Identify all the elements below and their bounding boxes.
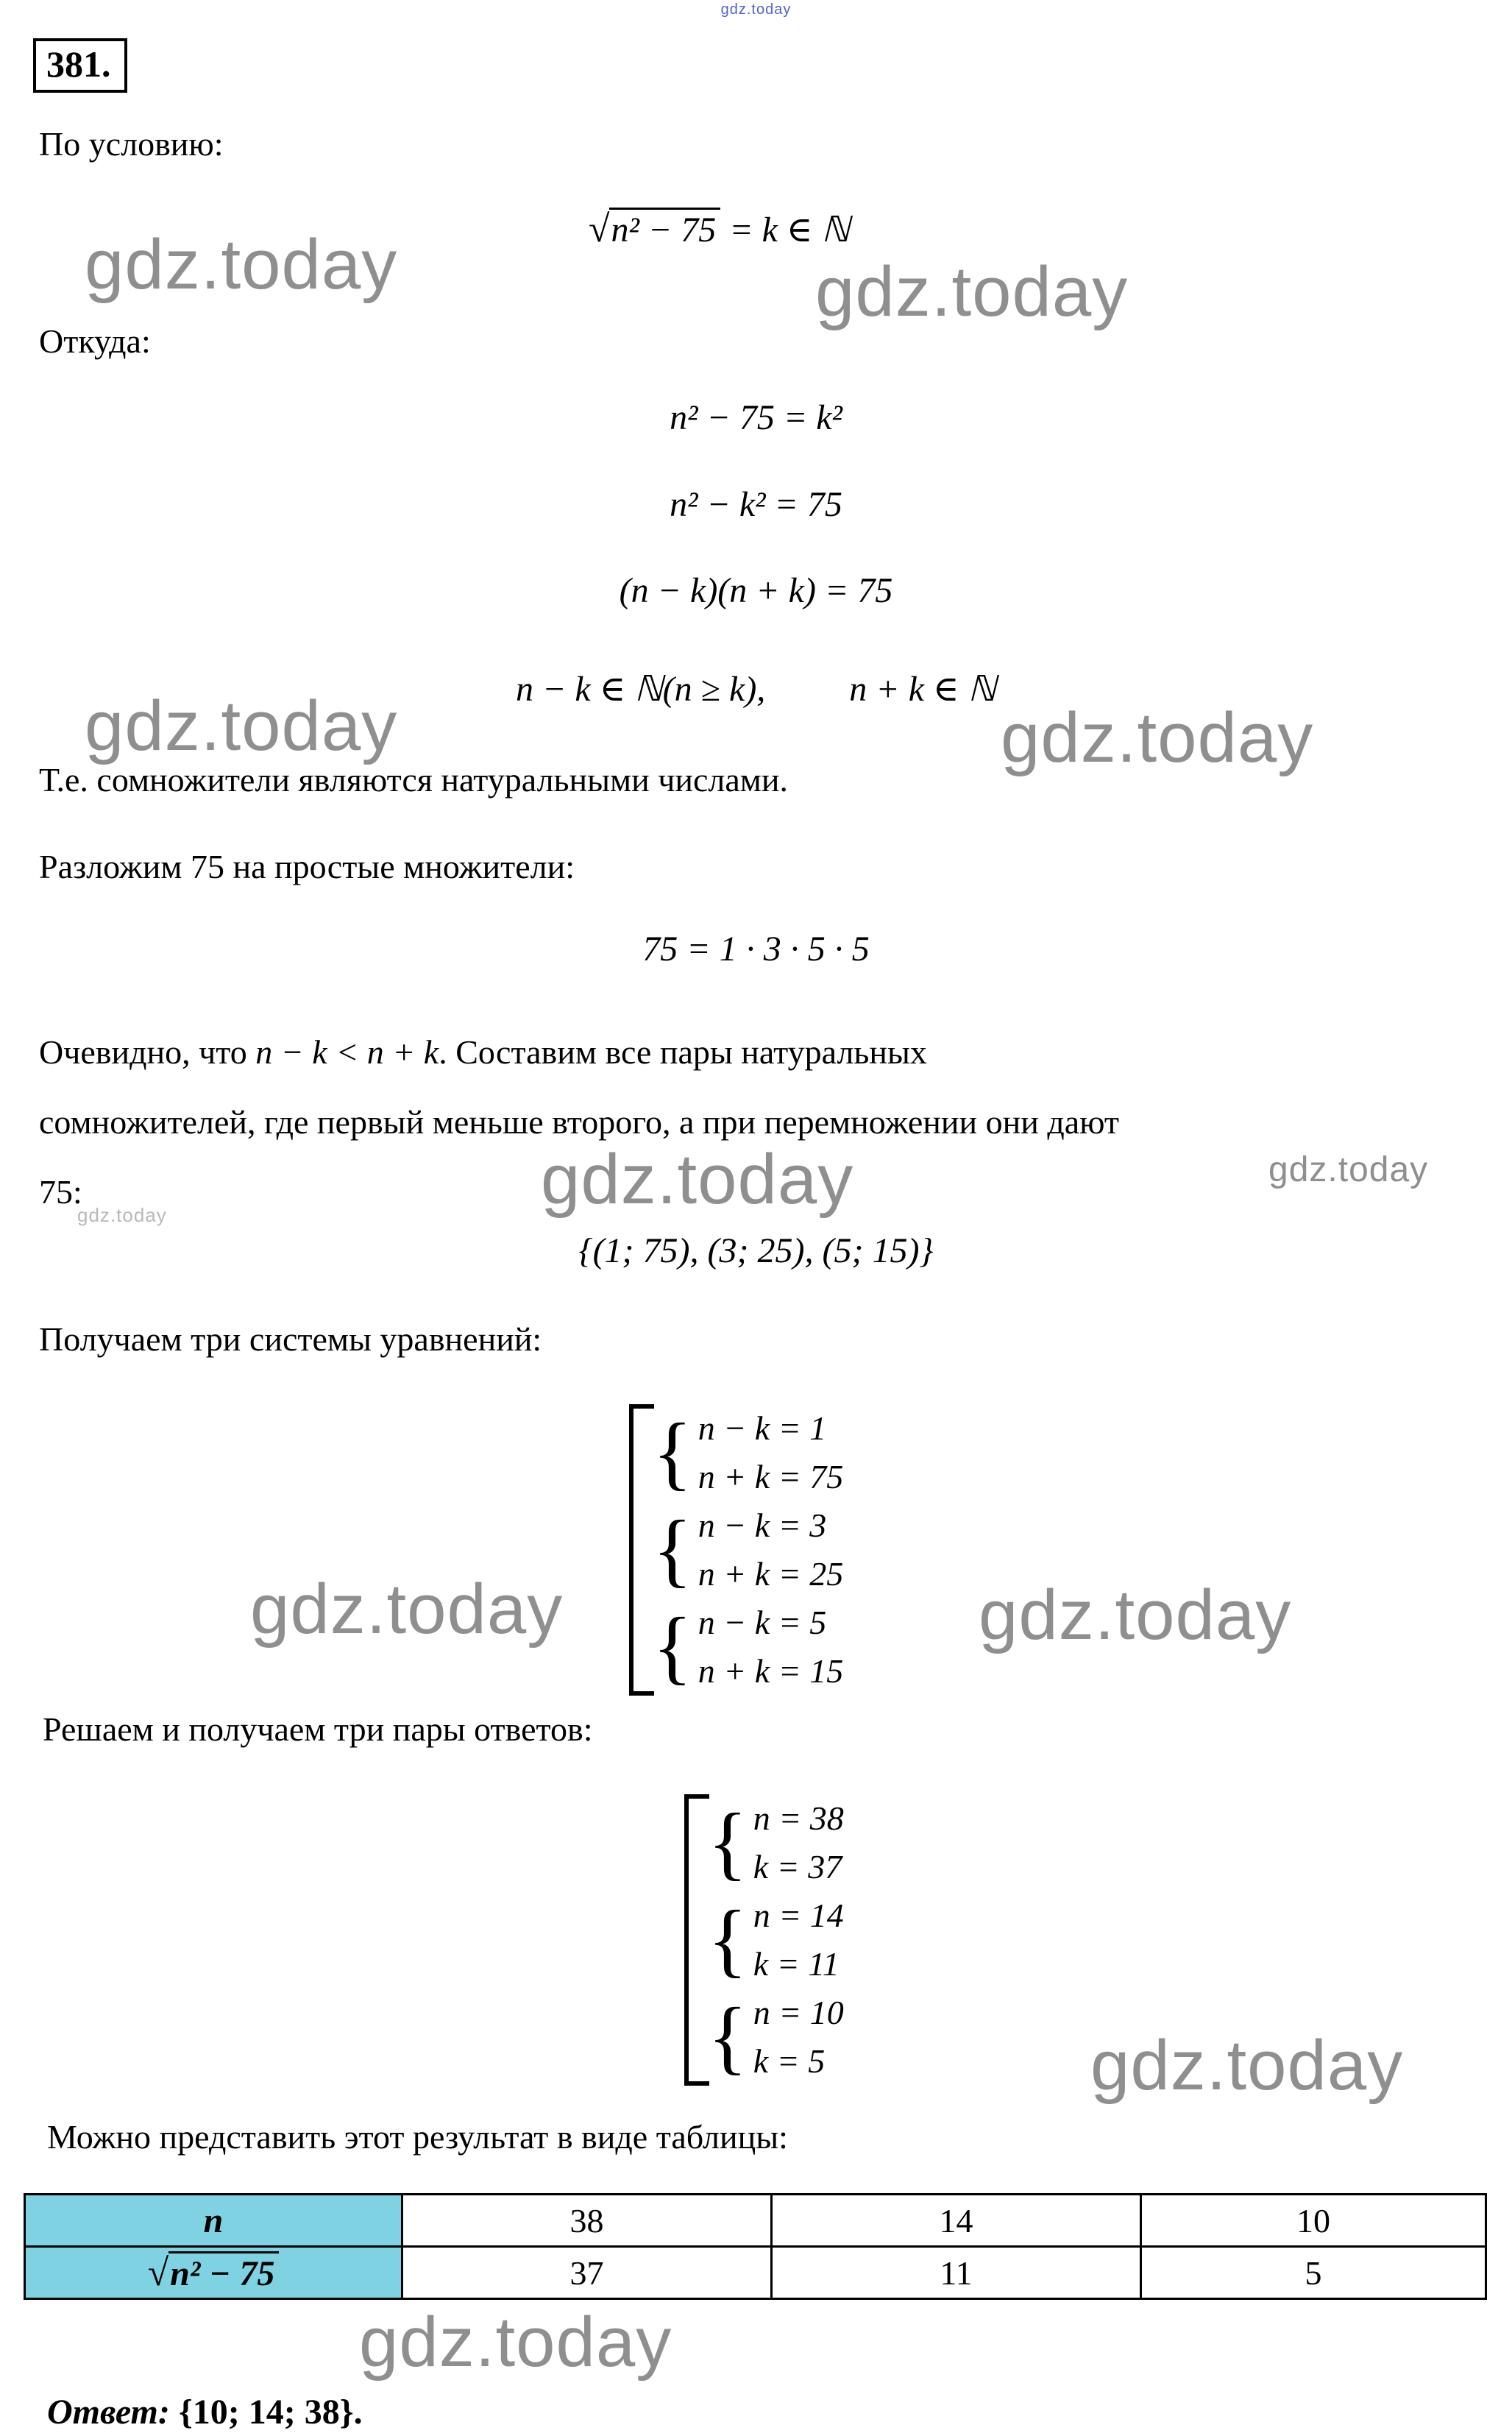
watermark: gdz.today (1090, 2026, 1404, 2105)
solve-text: Решаем и получаем три пары ответов: (43, 1710, 593, 1748)
paragraph-line: 75: (39, 1173, 82, 1211)
brace: { (653, 1601, 692, 1693)
system-equation: n + k = 15 (698, 1652, 844, 1690)
watermark: gdz.today (815, 252, 1129, 331)
watermark: gdz.today (359, 2303, 672, 2382)
intro-text: По условию: (39, 125, 224, 163)
system-equation: n − k = 5 (698, 1604, 827, 1641)
table-cell: 10 (1141, 2195, 1486, 2247)
table-label-sqrt (25, 2247, 402, 2299)
watermark: gdz.today (250, 1570, 564, 1649)
square-bracket (684, 1794, 689, 2086)
radical-sign: √ (589, 208, 610, 250)
solution-equation: k = 5 (753, 2042, 826, 2080)
solutions-block (684, 1794, 844, 2086)
system-3 (653, 1598, 843, 1696)
obvious-paragraph (39, 1017, 1459, 1227)
square-bracket (629, 1404, 633, 1696)
equation-2: n² − k² = 75 (670, 485, 842, 524)
table-label-n: n (25, 2195, 402, 2247)
factorization-formula: 75 = 1 · 3 · 5 · 5 (642, 930, 870, 969)
answer-label: Ответ: (47, 2393, 170, 2432)
decompose-text: Разложим 75 на простые множители: (39, 848, 575, 885)
brace: { (653, 1407, 692, 1498)
solution-equation: k = 37 (753, 1848, 842, 1886)
table-row-n (25, 2195, 1486, 2247)
equation-1: n² − 75 = k² (670, 398, 842, 437)
paragraph-line (39, 1017, 1459, 1087)
table-cell: 38 (402, 2195, 772, 2247)
answer-line (47, 2392, 363, 2432)
radicand: n² − 75 (168, 2251, 279, 2293)
table-intro-text: Можно представить этот результат в виде таблицы: (47, 2118, 788, 2156)
answer-value: {10; 14; 38}. (169, 2393, 363, 2432)
system-equation: n + k = 75 (698, 1458, 844, 1495)
formula-rest: = k ∈ ℕ (720, 210, 850, 249)
radical-sign: √ (147, 2251, 169, 2294)
equation-4-left: n − k ∈ ℕ(n ≥ k), (516, 670, 766, 709)
watermark: gdz.today (541, 1140, 854, 1219)
paragraph-line: сомножителей, где первый меньше второго, а при перемножении они дают (39, 1103, 1120, 1141)
table-cell: 11 (772, 2247, 1141, 2299)
table-cell: 37 (402, 2247, 772, 2299)
solution-1 (708, 1794, 844, 1891)
watermark: gdz.today (1001, 698, 1314, 777)
solution-equation: k = 11 (753, 1945, 840, 1983)
solution-3 (708, 1989, 844, 2086)
watermark: gdz.today (979, 1576, 1292, 1654)
equation-4 (0, 668, 1512, 709)
factors-natural-text: Т.е. сомножители являются натуральными числами. (39, 761, 789, 799)
system-equation: n + k = 25 (698, 1555, 844, 1593)
watermark-top: gdz.today (720, 1, 792, 18)
three-systems-text: Получаем три системы уравнений: (39, 1320, 542, 1358)
paragraph-text: Очевидно, что (39, 1033, 256, 1071)
system-equation: n − k = 3 (698, 1506, 827, 1544)
pairs-set: {(1; 75), (3; 25), (5; 15)} (578, 1231, 934, 1270)
solution-2 (708, 1891, 844, 1989)
problem-number: 381. (33, 38, 127, 93)
paragraph-text: . Составим все пары натуральных (439, 1033, 927, 1071)
systems-block (629, 1404, 843, 1696)
table-cell: 5 (1141, 2247, 1486, 2299)
watermark: gdz.today (85, 225, 398, 304)
system-1 (653, 1404, 843, 1501)
system-equation: n − k = 1 (698, 1409, 827, 1447)
radicand: n² − 75 (609, 208, 720, 249)
watermark: gdz.today (77, 1204, 167, 1226)
system-2 (653, 1501, 843, 1598)
watermark: gdz.today (85, 687, 398, 765)
solution-equation: n = 10 (753, 1994, 844, 2031)
table-row-sqrt (25, 2247, 1486, 2299)
table-cell: 14 (772, 2195, 1141, 2247)
solution-equation: n = 38 (753, 1799, 844, 1837)
brace: { (708, 1797, 748, 1888)
equation-4-right: n + k ∈ ℕ (849, 670, 996, 709)
solution-equation: n = 14 (753, 1897, 844, 1934)
watermark: gdz.today (1268, 1150, 1429, 1189)
systems-content (653, 1404, 843, 1696)
brace: { (653, 1504, 692, 1596)
formula-sqrt-condition (589, 208, 850, 251)
brace: { (708, 1894, 748, 1986)
equation-3: (n − k)(n + k) = 75 (619, 571, 893, 610)
whence-text: Откуда: (39, 322, 151, 360)
inline-math: n − k < n + k (255, 1033, 439, 1071)
brace: { (708, 1991, 748, 2083)
result-table (24, 2193, 1487, 2300)
solutions-content (708, 1794, 844, 2086)
